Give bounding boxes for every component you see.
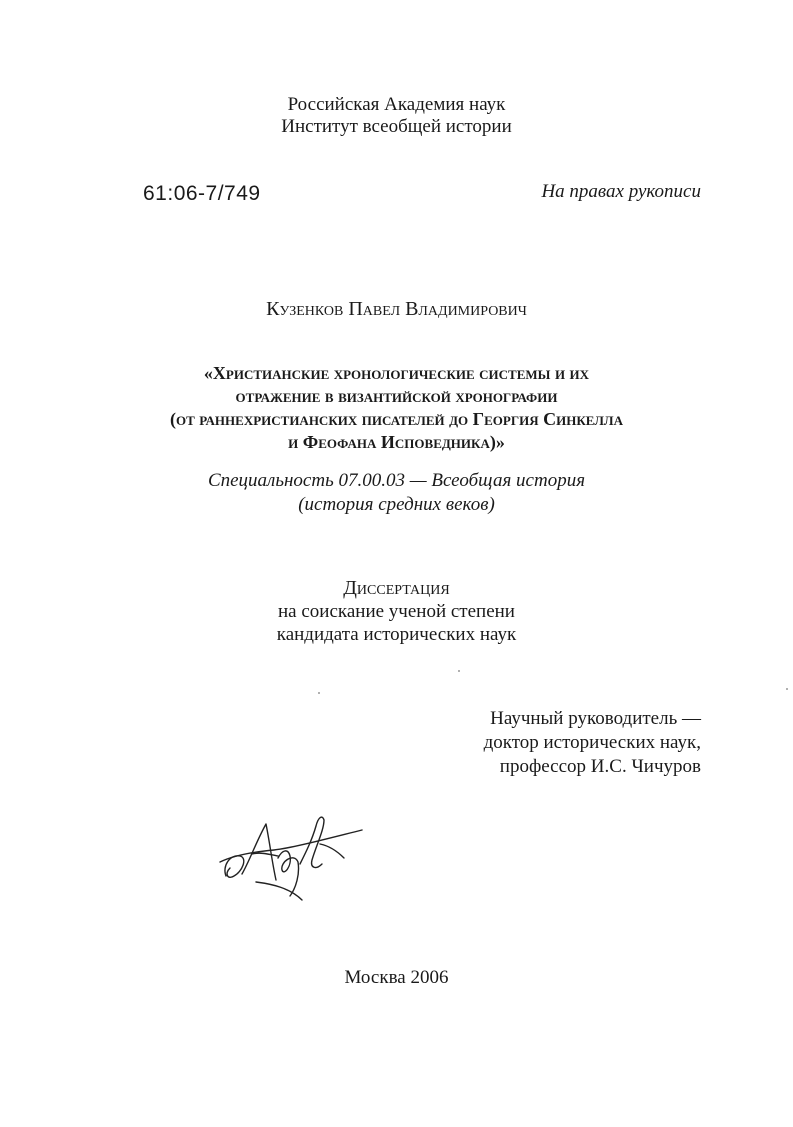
signature-icon [212,804,372,904]
scan-speck [458,670,460,672]
title-line-4: и Феофана Исповедника)» [288,432,505,452]
title-line-3: (от раннехристианских писателей до Георгия Синкелла [169,409,624,429]
dissertation-purpose: на соискание ученой степени [278,601,515,622]
author-name: Кузенков Павел Владимирович [266,298,527,320]
supervisor-block [484,707,701,779]
supervisor-name: профессор И.С. Чичуров [499,756,701,777]
scan-speck [318,692,320,694]
supervisor-role: Научный руководитель — [490,708,701,729]
dissertation-degree: кандидата исторических наук [276,624,517,645]
institute-name: Институт всеобщей истории [281,116,512,137]
specialty-line: Специальность 07.00.03 — Всеобщая история [207,470,586,491]
scan-speck [786,688,788,690]
title-line-1: «Христианские хронологические системы и их [203,363,590,383]
place-year: Москва 2006 [344,967,449,988]
manuscript-note: На правах рукописи [541,181,701,202]
supervisor-degree: доктор исторических наук, [483,732,701,753]
dissertation-label: Диссертация [343,577,450,599]
academy-name: Российская Академия наук [287,94,506,115]
registry-number: 61:06-7/749 [143,182,261,205]
title-line-2: отражение в византийской хронографии [235,386,558,406]
specialty-subline: (история средних веков) [298,494,495,515]
